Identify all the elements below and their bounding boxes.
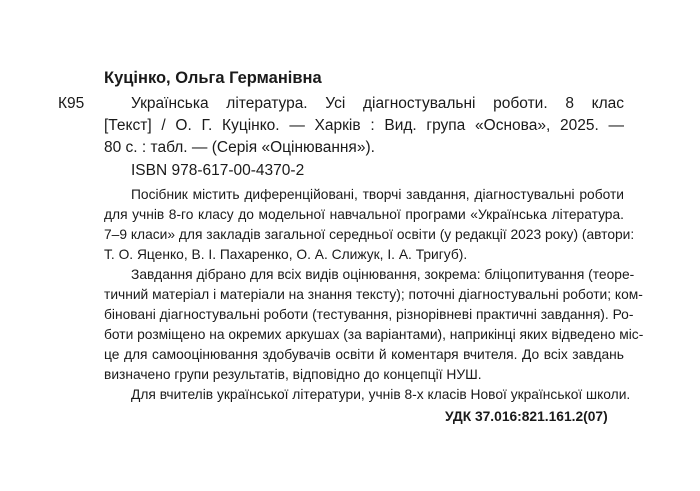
title-line: Українська література. Усі діагностувальні роботи. 8 клас bbox=[131, 95, 624, 112]
isbn-line: ISBN 978-617-00-4370-2 bbox=[131, 162, 305, 179]
author-heading: Куцінко, Ольга Германівна bbox=[104, 69, 322, 87]
udc-code: УДК 37.016:821.161.2(07) bbox=[445, 409, 608, 424]
annotation-line: біновані діагностувальні роботи (тестування, різнорівневі практичні завдання). Ро- bbox=[104, 307, 634, 322]
annotation-line: 7–9 класи» для закладів загальної середньої освіти (у редакції 2023 року) (автори: bbox=[104, 227, 635, 242]
annotation-line: визначено групи результатів, відповідно до концепції НУШ. bbox=[104, 367, 482, 382]
annotation-line: Т. О. Яценко, В. І. Пахаренко, О. А. Слижук, І. А. Тригуб). bbox=[104, 247, 468, 262]
publication-line: [Текст] / О. Г. Куцінко. — Харків : Вид. група «Основа», 2025. — bbox=[104, 117, 624, 134]
annotation-line: тичний матеріал і матеріали на знання тексту); поточні діагностувальні роботи; ком- bbox=[104, 287, 643, 302]
audience-line: Для вчителів української літератури, учнів 8-х класів Нової української школи. bbox=[131, 387, 631, 402]
annotation-line: Завдання дібрано для всіх видів оцінювання, зокрема: бліцопитування (теоре- bbox=[131, 267, 635, 282]
annotation-line: це для самооцінювання здобувачів освіти й коментаря вчителя. До всіх завдань bbox=[104, 347, 624, 362]
annotation-line: Посібник містить диференційовані, творчі завдання, діагностувальні роботи bbox=[131, 187, 624, 202]
author-mark: К95 bbox=[58, 95, 85, 112]
annotation-line: боти розміщено на окремих аркушах (за варіантами), наприкінці яких відведено міс- bbox=[104, 327, 644, 342]
extent-line: 80 с. : табл. — (Серія «Оцінювання»). bbox=[104, 139, 375, 156]
annotation-line: для учнів 8-го класу до модельної навчальної програми «Українська література. bbox=[104, 207, 624, 222]
